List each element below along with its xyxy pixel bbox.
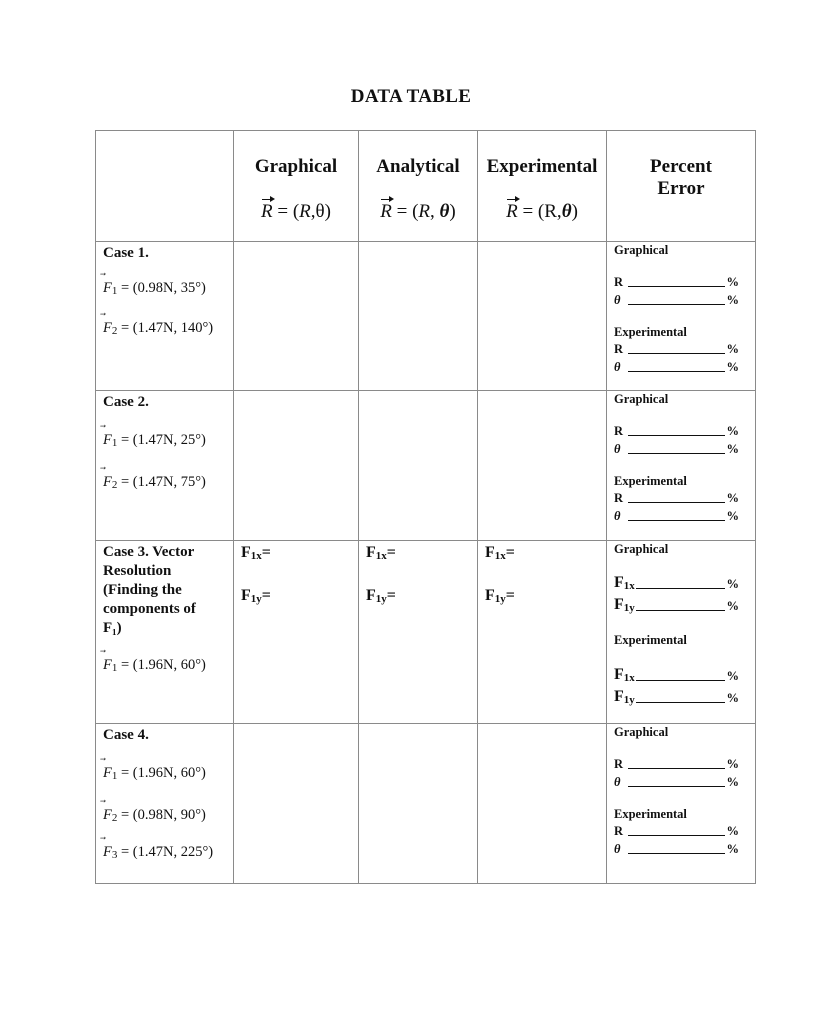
- case3-analytical-cell[interactable]: [359, 541, 478, 724]
- case3-title: Case 3. Vector Resolution (Finding the components of F₁): [103, 544, 196, 636]
- case4-graphical-cell[interactable]: [234, 724, 359, 884]
- case3-graphical-f1y: F1y=: [241, 587, 271, 605]
- case3-graphical-f1y-field[interactable]: F1y %: [614, 596, 739, 614]
- case1-pct-graphical-label: Graphical: [614, 243, 669, 257]
- page-title: DATA TABLE: [350, 86, 472, 107]
- header-analytical-label: Analytical: [376, 156, 460, 177]
- case3-experimental-f1x: F1x=: [485, 544, 515, 562]
- header-percent-error: [607, 131, 756, 242]
- header-analytical-formula: R = (R, θ): [380, 201, 456, 222]
- case4-cell: [96, 724, 234, 884]
- case3-graphical-cell[interactable]: [234, 541, 359, 724]
- vector-arrow-icon: R: [380, 201, 392, 222]
- case2-experimental-cell[interactable]: [478, 391, 607, 541]
- case4-f1: F ⃗1 = (1.96N, 60°): [103, 765, 206, 782]
- case4-experimental-cell[interactable]: [478, 724, 607, 884]
- case3-analytical-f1x: F1x=: [366, 544, 396, 562]
- case2-graphical-r-field[interactable]: R %: [614, 424, 739, 438]
- header-empty-cell: [96, 131, 234, 242]
- case3-experimental-f1y: F1y=: [485, 587, 515, 605]
- case1-experimental-r-field[interactable]: R %: [614, 342, 739, 356]
- case4-pct-experimental-label: Experimental: [614, 807, 687, 821]
- case1-graphical-theta-field[interactable]: θ %: [614, 293, 739, 307]
- case2-cell: [96, 391, 234, 541]
- header-row: [96, 131, 756, 242]
- case1-pct-experimental-label: Experimental: [614, 325, 687, 339]
- case3-experimental-cell[interactable]: [478, 541, 607, 724]
- case1-percent-cell: [607, 242, 756, 391]
- header-graphical-label: Graphical: [254, 156, 338, 177]
- case2-graphical-theta-field[interactable]: θ %: [614, 442, 739, 456]
- case1-graphical-r-field[interactable]: R %: [614, 275, 739, 289]
- case4-f2: F ⃗2 = (0.98N, 90°): [103, 807, 206, 824]
- case4-row: [96, 724, 756, 884]
- case2-f1: F ⃗1 = (1.47N, 25°): [103, 432, 206, 449]
- case1-analytical-cell[interactable]: [359, 242, 478, 391]
- case4-experimental-theta-field[interactable]: θ %: [614, 842, 739, 856]
- header-analytical: [359, 131, 478, 242]
- case4-experimental-r-field[interactable]: R %: [614, 824, 739, 838]
- case1-title: Case 1.: [103, 245, 149, 261]
- case4-f3: F ⃗3 = (1.47N, 225°): [103, 844, 213, 861]
- case1-f2: F ⃗2 = (1.47N, 140°): [103, 320, 213, 337]
- case1-f1: F ⃗1 = (0.98N, 35°): [103, 280, 206, 297]
- case3-pct-graphical-label: Graphical: [614, 542, 669, 556]
- case1-experimental-cell[interactable]: [478, 242, 607, 391]
- case4-analytical-cell[interactable]: [359, 724, 478, 884]
- case2-graphical-cell[interactable]: [234, 391, 359, 541]
- case3-graphical-f1x-field[interactable]: F1x %: [614, 574, 739, 592]
- case2-analytical-cell[interactable]: [359, 391, 478, 541]
- header-experimental: [478, 131, 607, 242]
- header-graphical: [234, 131, 359, 242]
- case4-graphical-theta-field[interactable]: θ %: [614, 775, 739, 789]
- case1-graphical-cell[interactable]: [234, 242, 359, 391]
- header-experimental-label: Experimental: [486, 156, 598, 177]
- header-experimental-formula: R = (R,θ): [506, 201, 578, 222]
- case2-experimental-theta-field[interactable]: θ %: [614, 509, 739, 523]
- case2-title: Case 2.: [103, 394, 149, 410]
- case3-percent-cell: [607, 541, 756, 724]
- case2-pct-graphical-label: Graphical: [614, 392, 669, 406]
- header-percent-line1: Percent: [650, 156, 712, 177]
- data-table: [95, 130, 756, 884]
- case3-graphical-f1x: F1x=: [241, 544, 271, 562]
- header-percent-line2: Error: [657, 178, 705, 199]
- case2-row: [96, 391, 756, 541]
- vector-arrow-icon: R: [261, 201, 273, 222]
- case2-percent-cell: [607, 391, 756, 541]
- case1-cell: [96, 242, 234, 391]
- case3-experimental-f1y-field[interactable]: F1y %: [614, 688, 739, 706]
- case3-cell: [96, 541, 234, 724]
- case2-experimental-r-field[interactable]: R %: [614, 491, 739, 505]
- case1-row: [96, 242, 756, 391]
- case3-pct-experimental-label: Experimental: [614, 633, 687, 647]
- case2-f2: F ⃗2 = (1.47N, 75°): [103, 474, 206, 491]
- case3-experimental-f1x-field[interactable]: F1x %: [614, 666, 739, 684]
- case4-title: Case 4.: [103, 727, 149, 743]
- case1-experimental-theta-field[interactable]: θ %: [614, 360, 739, 374]
- case4-pct-graphical-label: Graphical: [614, 725, 669, 739]
- case3-f1: F ⃗1 = (1.96N, 60°): [103, 657, 206, 674]
- case4-graphical-r-field[interactable]: R %: [614, 757, 739, 771]
- case2-pct-experimental-label: Experimental: [614, 474, 687, 488]
- vector-arrow-icon: R: [506, 201, 518, 222]
- case4-percent-cell: [607, 724, 756, 884]
- header-graphical-formula: R = (R,θ): [261, 201, 331, 222]
- case3-row: [96, 541, 756, 724]
- case3-analytical-f1y: F1y=: [366, 587, 396, 605]
